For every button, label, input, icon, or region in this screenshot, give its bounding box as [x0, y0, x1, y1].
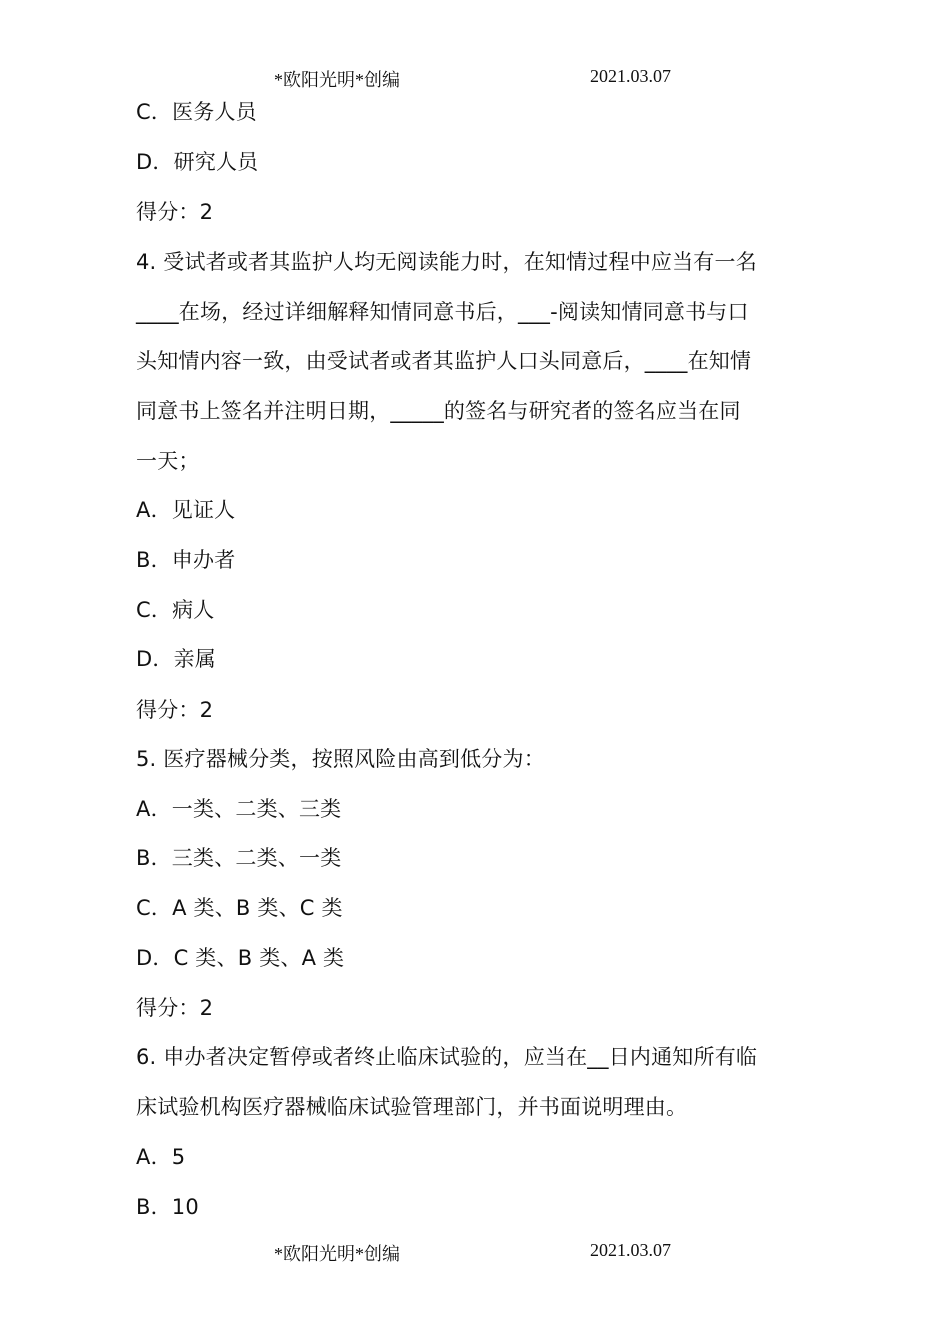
option-a-line: A．一类、二类、三类	[136, 797, 342, 821]
option-b-line: B．10	[136, 1195, 199, 1219]
question-4-line-4: 同意书上签名并注明日期，_____的签名与研究者的签名应当在同	[136, 399, 741, 423]
question-4-line-5: 一天；	[136, 449, 200, 473]
score-line: 得分：2	[136, 200, 214, 224]
option-a-line: A．见证人	[136, 498, 236, 522]
question-6-line-1: 6. 申办者决定暂停或者终止临床试验的，应当在__日内通知所有临	[136, 1045, 758, 1069]
option-d-line: D．亲属	[136, 647, 216, 671]
option-a-line: A．5	[136, 1145, 186, 1169]
score-line: 得分：2	[136, 698, 214, 722]
page-footer	[0, 1240, 950, 1264]
page-header	[0, 66, 950, 90]
option-c-line: C．A 类、B 类、C 类	[136, 896, 343, 920]
question-4-line-1: 4. 受试者或者其监护人均无阅读能力时，在知情过程中应当有一名	[136, 250, 757, 274]
question-4-line-2: ____在场，经过详细解释知情同意书后，___-阅读知情同意书与口	[136, 300, 749, 324]
header-author: *欧阳光明*创编	[274, 70, 400, 90]
footer-author: *欧阳光明*创编	[274, 1244, 400, 1264]
question-4-line-3: 头知情内容一致，由受试者或者其监护人口头同意后，____在知情	[136, 349, 752, 373]
score-line: 得分：2	[136, 996, 214, 1020]
footer-date: 2021.03.07	[590, 1240, 671, 1260]
option-b-line: B．三类、二类、一类	[136, 846, 342, 870]
question-5-line-1: 5. 医疗器械分类，按照风险由高到低分为：	[136, 747, 545, 771]
option-d-line: D．C 类、B 类、A 类	[136, 946, 345, 970]
option-c-line: C．医务人员	[136, 100, 257, 124]
option-d-line: D．研究人员	[136, 150, 259, 174]
header-date: 2021.03.07	[590, 66, 671, 86]
option-b-line: B．申办者	[136, 548, 236, 572]
question-6-line-2: 床试验机构医疗器械临床试验管理部门，并书面说明理由。	[136, 1095, 688, 1119]
option-c-line: C．病人	[136, 598, 215, 622]
